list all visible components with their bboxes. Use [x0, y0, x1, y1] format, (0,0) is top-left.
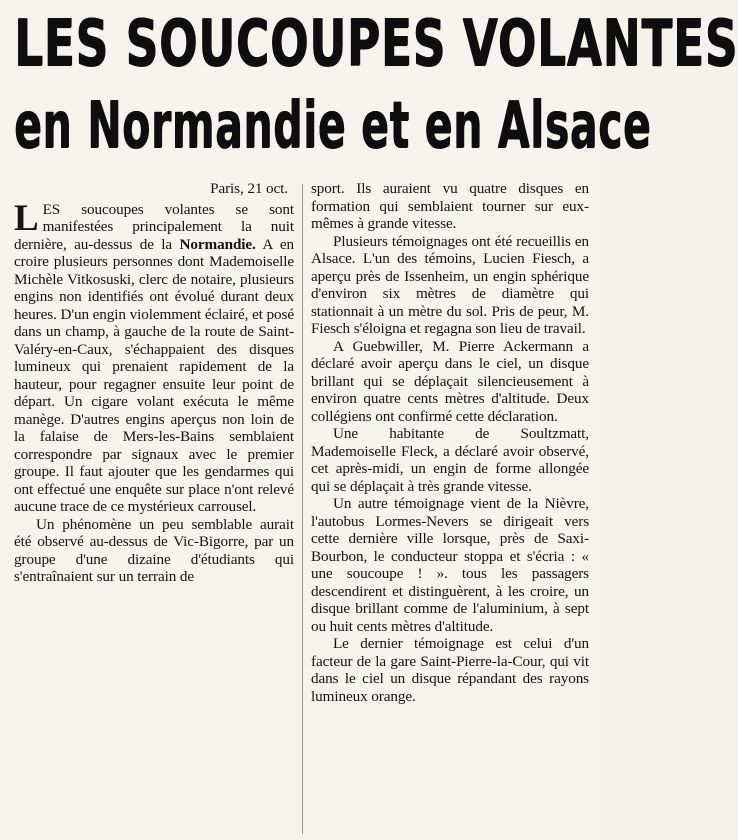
dateline: Paris, 21 oct. [210, 180, 288, 197]
paragraph-last: Le dernier témoignage est celui d'un facteur de la gare Saint-Pierre-la-Cour, qui vit dans le ciel un disque répandant des rayons lumineux orange. [311, 635, 589, 705]
headline-line-2: en Normandie et en Alsace [14, 89, 652, 163]
article-column-left [14, 180, 294, 586]
paragraph-1-text: ES soucoupes volantes se sont manifestées principalement la nuit dernière, au-dessus de la [14, 200, 294, 253]
place-normandie: Normandie. [179, 235, 256, 253]
paragraph-nievre: Un autre témoignage vient de la Nièvre, l'autobus Lormes-Nevers se dirigeait vers cette dernière ville lorsque, près de Saxi-Bourbon, le conducteur stoppa et s'écria : « une soucoupe ! ». tous les passagers descendirent et distinguèrent, à les croire, un disque brillant comme de l'aluminium, à sept ou huit cents mètres d'altitude. [311, 495, 589, 635]
headline-line-1: LES SOUCOUPES VOLANTES [14, 7, 738, 81]
paragraph-1-end: A en croire plusieurs personnes dont Mademoiselle Michèle Vitkosuski, clerc de notaire, plusieurs engins non identifiés ont évolué durant deux heures. D'un engin violemment éclairé, et posé dans un champ, à gauche de la route de Saint-Valéry-en-Caux, s'échappaient des disques lumineux qui prenaient rapidement de la hauteur, pour regagner ensuite leur point de départ. Un cigare volant exécuta le même manège. D'autres engins aperçus non loin de la falaise de Mers-les-Bains semblaient correspondre par signaux avec le premier groupe. Il faut ajouter que les gendarmes qui ont effectué une enquête sur place n'ont relevé aucune trace de ce mystérieux carrousel. [14, 235, 294, 515]
paragraph-1 [14, 197, 294, 516]
paragraph-soultzmatt: Une habitante de Soultzmatt, Mademoiselle Fleck, a déclaré avoir observé, cet après-midi, un engin de forme allongée qui se déplaçait à très grande vitesse. [311, 425, 589, 495]
paragraph-alsace: Plusieurs témoignages ont été recueillis en Alsace. L'un des témoins, Lucien Fiesch, a aperçu près de Issenheim, un engin sphérique d'environ six mètres de diamètre qui stationnait à un mètre du sol. Pris de peur, M. Fiesch s'éloigna et regagna son lieu de travail. [311, 232, 589, 337]
paragraph-guebwiller: A Guebwiller, M. Pierre Ackermann a déclaré avoir aperçu dans le ciel, un disque brillant qui se déplaçait silencieusement à environ quatre cents mètres d'altitude. Deux collégiens ont confirmé cette déclaration. [311, 337, 589, 425]
paragraph-continued: sport. Ils auraient vu quatre disques en formation qui semblaient tourner sur eux-mêmes à grande vitesse. [311, 180, 589, 232]
article-column-right [311, 180, 589, 705]
column-divider [302, 184, 303, 834]
paragraph-2: Un phénomène un peu semblable aurait été observé au-dessus de Vic-Bigorre, par un groupe d'une dizaine d'étudiants qui s'entraînaient sur un terrain de [14, 515, 294, 585]
drop-cap: L [14, 197, 39, 239]
